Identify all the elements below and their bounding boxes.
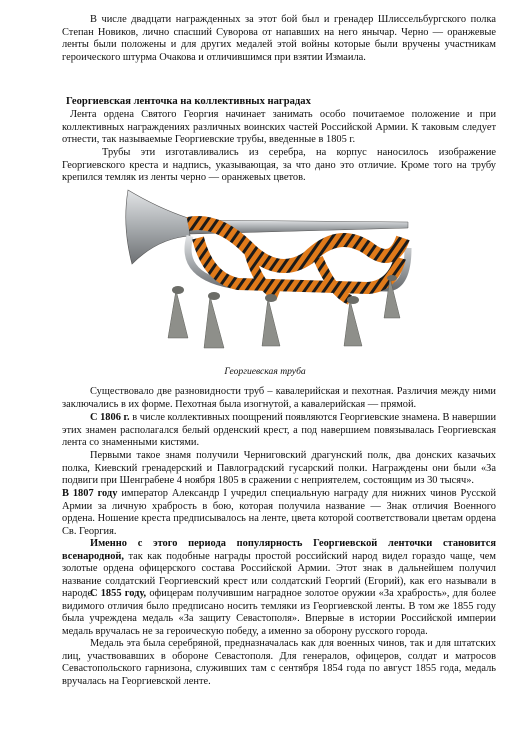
georgievskaya-truba-image xyxy=(118,178,418,358)
paragraph-8-text: офицерам получившим наградное золотое оружии «За храбрость», для более видимого отличия было предписано носить темляки из Георгиевской ленты. В том же 1855 году была учреждена медаль «За защиту Севастополя». Впервые в истории Российской империи медаль вручалась не за героическую победу, а именно за оборону русского города. xyxy=(62,588,496,637)
paragraph-7-text: так как подобные награды простой российский народ видел гораздо чаще, чем золотые ордена офицерского состава Российской Армии. Этот знак в дальнейшем получил название солдатский Георгиевский крест или солдатский Георгий (Егорий), как его называли в народе. xyxy=(62,550,496,600)
paragraph-3: Существовало две разновидности труб – кавалерийская и пехотная. Различия между ними заключались в их форме. Пехотная была изогнутой, а кавалерийская — прямой. xyxy=(62,386,496,410)
paragraph-6 xyxy=(62,488,496,538)
paragraph-4-bold: С 1806 г. xyxy=(90,412,130,423)
paragraph-9: Медаль эта была серебряной, предназначалась как для военных чинов, так и для штатских лиц, участвовавших в обороне Севастополя. Для генералов, офицеров, солдат и матросов Севастопольского гарнизона, служивших там с сентября 1854 года по август 1855 года, медаль вручалась на Георгиевской ленте. xyxy=(62,638,496,687)
section-heading: Георгиевская ленточка на коллективных наградах xyxy=(66,96,311,107)
paragraph-7-bold: Именно с этого периода популярность Георгиевской ленточки становится всенародной, xyxy=(62,538,496,562)
paragraph-6-bold: В 1807 году xyxy=(62,488,118,499)
paragraph-6-text: император Александр I учредил специальную награду для нижних чинов Русской Армии за личную храбрость в бою, которая получила название — Знак отличия Военного ордена. Ношение креста предписывалось на ленте, цвета которой соответствовали цветам ордена Св. Георгия. xyxy=(62,488,496,537)
intro-paragraph: В числе двадцати награжденных за этот бой был и гренадер Шлиссельбургского полка Степан Новиков, лично спасший Суворова от напавших на него янычар. Черно — оранжевые ленты были положены и для других медалей этой войны которые были вручены участникам героического штурма Очакова и отличившимся при взятии Измаила. xyxy=(62,14,496,63)
paragraph-4-text: в числе коллективных поощрений появляются Георгиевские знамена. В навершии этих знамен располагался белый орденский крест, а под навершием повязывалась Георгиевская лента со знаменными кистями. xyxy=(62,412,496,449)
paragraph-8 xyxy=(62,588,496,638)
paragraph-8-bold: С 1855 году, xyxy=(90,588,147,599)
paragraph-5: Первыми такое знамя получили Черниговский драгунский полк, два донских казачьих полка, Киевский гренадерский и Павлоградский гусарский полки. Награждены они были «За подвиги при Шенграбене 4 ноября 1805 в сражении с неприятелем, состоящим из 30 тысяч». xyxy=(62,450,496,487)
paragraph-4 xyxy=(62,412,496,450)
figure-caption: Георгиевская труба xyxy=(224,366,306,377)
bugle-illustration xyxy=(118,178,418,358)
paragraph-2: Трубы эти изготавливались из серебра, на корпус наносилось изображение Георгиевского креста и надпись, указывающая, за что дано это отличие. Кроме того на трубу крепился темляк из ленты черно — оранжевых цветов. xyxy=(62,147,496,184)
paragraph-1: Лента ордена Святого Георгия начинает занимать особо почитаемое положение и при коллективных награждениях различных воинских частей Российской Армии. К таковым следует отнести, так называемые Георгиевские трубы, введенные в 1805 г. xyxy=(62,109,496,146)
